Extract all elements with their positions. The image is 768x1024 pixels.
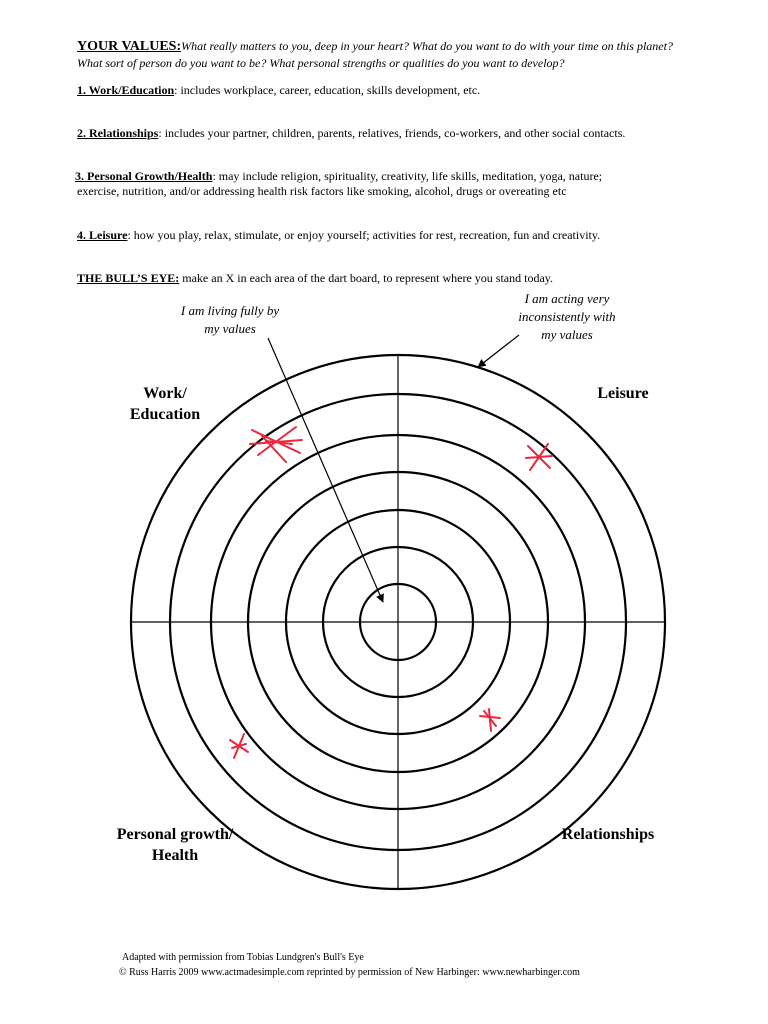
section-growth-text: : may include religion, spirituality, creativity, life skills, meditation, yoga, nature;: [212, 169, 603, 183]
outer-arrow: [478, 335, 519, 367]
quadrant-label-leisure: [573, 383, 673, 404]
section-relationships-label: 2. Relationships: [77, 126, 159, 140]
bullseye-text: make an X in each area of the dart board, to represent where you stand today.: [179, 271, 553, 285]
bullseye-label: THE BULL’S EYE:: [77, 271, 180, 285]
quadrant-label-growth-line1: Personal growth/: [116, 826, 234, 843]
x-mark-work: [250, 427, 302, 462]
outer-note-line3: my values: [541, 327, 593, 342]
center-arrow: [268, 338, 383, 602]
x-mark-leisure: [526, 444, 552, 470]
quadrant-label-relationships: [548, 824, 668, 845]
footer-credit: Adapted with permission from Tobias Lundgren's Bull's Eye: [122, 952, 364, 963]
quadrant-label-work: [110, 383, 220, 425]
quadrant-label-leisure-line1: Leisure: [597, 385, 649, 402]
quadrant-label-relationships-line1: Relationships: [561, 826, 655, 843]
section-growth-label: 3. Personal Growth/Health: [75, 169, 213, 183]
section-leisure-label: 4. Leisure: [77, 228, 128, 242]
x-marks: [230, 427, 552, 758]
page-title: YOUR VALUES:: [77, 39, 182, 54]
footer-copyright: © Russ Harris 2009 www.actmadesimple.com reprinted by permission of New Harbinger: www.newharbinger.com: [119, 967, 580, 978]
x-mark-relationships: [480, 709, 500, 731]
quadrant-label-growth: [100, 824, 250, 866]
quadrant-label-work-line1: Work/: [143, 385, 187, 402]
outer-note-line2: inconsistently with: [518, 309, 616, 324]
center-note-line1: I am living fully by: [180, 303, 280, 318]
section-leisure-text: : how you play, relax, stimulate, or enjoy yourself; activities for rest, recreation, fun and creativity.: [127, 228, 601, 242]
section-work-label: 1. Work/Education: [77, 83, 175, 97]
quadrant-label-work-line2: Education: [129, 406, 201, 423]
intro-question: What really matters to you, deep in your heart? What do you want to do with your time on this planet? What sort of person do you want to be? What personal strengths or qualities do you want to develop?: [77, 39, 673, 70]
x-mark-growth: [230, 734, 248, 758]
outer-note-line1: I am acting very: [524, 291, 610, 306]
section-work-text: : includes workplace, career, education, skills development, etc.: [174, 83, 481, 97]
center-note-line2: my values: [204, 321, 256, 336]
section-relationships-text: : includes your partner, children, parents, relatives, friends, co-workers, and other social contacts.: [158, 126, 626, 140]
section-growth-text2: exercise, nutrition, and/or addressing health risk factors like smoking, alcohol, drugs or overeating etc: [77, 184, 567, 198]
quadrant-label-growth-line2: Health: [151, 847, 199, 864]
